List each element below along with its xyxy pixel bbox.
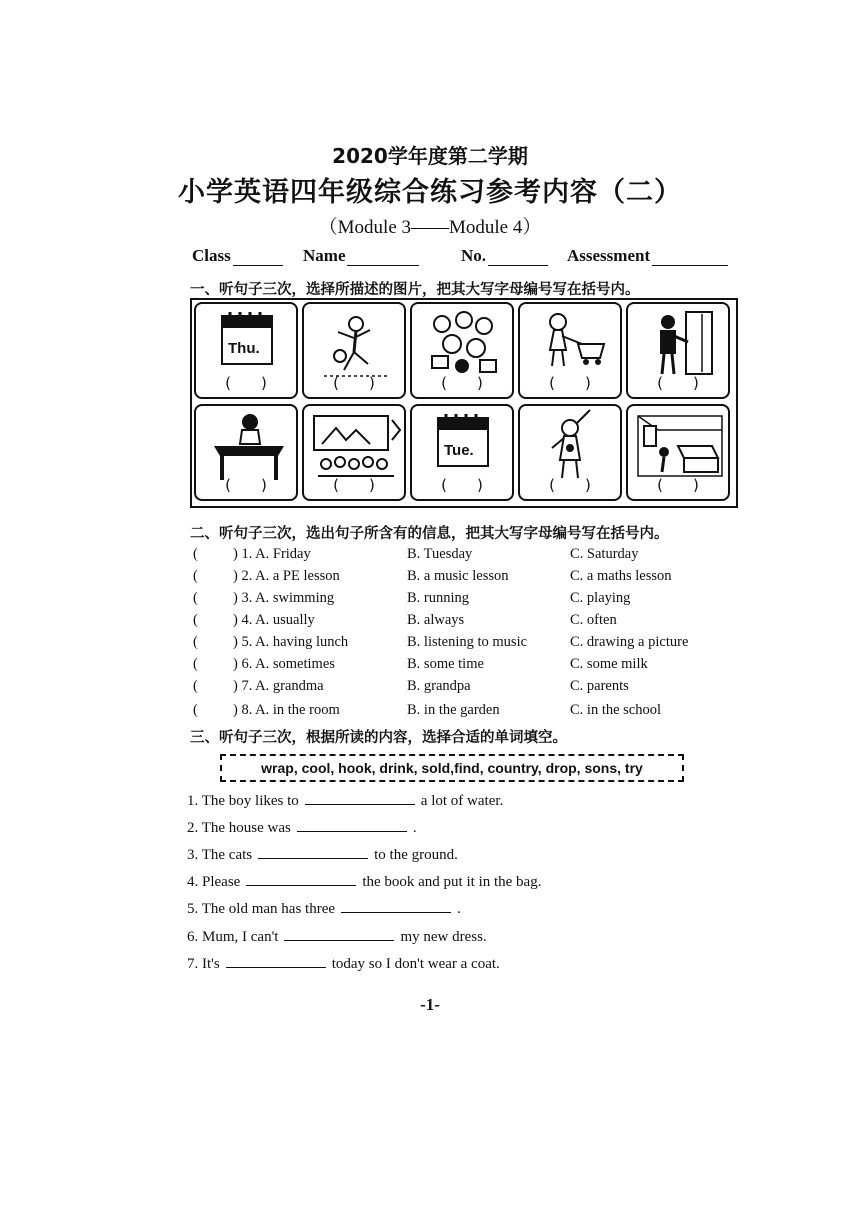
class-blank [233,251,283,266]
class-field [192,246,283,266]
list-item [193,612,753,634]
fill-sentence-3 [187,846,458,864]
option-b: B. a music lesson [407,568,509,584]
picture-boy-in-toy-pile [410,302,514,399]
sentence-start: 2. The house was [187,820,291,836]
option-b: B. running [407,590,470,606]
picture-grid [190,298,738,508]
answer-paren: ( ) [333,374,375,392]
option-c: C. often [570,612,617,628]
answer-paren: ( ) [441,374,483,392]
option-c: C. Saturday [570,546,639,562]
section3-instruction: 三、听句子三次，根据所读的内容，选择合适的单词填空。 [190,730,567,746]
picture-boy-playing-football [302,302,406,399]
answer-paren: ( [193,678,198,694]
calendar-label-tuesday: Tue. [444,442,474,459]
fill-sentence-7 [187,955,500,973]
option-b: B. listening to music [407,634,528,650]
sentence-start: 5. The old man has three [187,901,336,917]
answer-paren: ( [193,590,198,606]
option-a: ) 8. A. in the room [233,702,340,718]
option-c: C. a maths lesson [570,568,672,584]
answer-blank[interactable] [284,928,394,941]
answer-paren: ( [193,612,198,628]
modules-subtitle: （Module 3——Module 4） [318,217,542,238]
sentence-start: 3. The cats [187,847,253,863]
answer-blank[interactable] [246,873,356,886]
picture-girl-pushing-cart [518,302,622,399]
answer-blank[interactable] [258,846,368,859]
answer-blank[interactable] [305,792,415,805]
sentence-end: my new dress. [400,929,487,945]
calendar-label-thursday: Thu. [228,340,260,357]
picture-drawing-on-board [302,404,406,501]
answer-paren: ( [193,568,198,584]
list-item [193,546,753,568]
answer-paren: ( ) [549,476,591,494]
option-c: C. drawing a picture [570,634,689,650]
list-item [193,590,753,612]
assessment-blank [652,251,728,266]
picture-calendar-thursday [194,302,298,399]
picture-calendar-tuesday [410,404,514,501]
class-label: Class [192,246,231,265]
list-item [193,678,753,700]
worksheet-title: 小学英语四年级综合练习参考内容（二） [178,177,682,208]
option-b: B. grandpa [407,678,471,694]
name-label: Name [303,246,346,265]
answer-paren: ( ) [657,476,699,494]
sentence-end: to the ground. [374,847,458,863]
picture-room-with-box [626,404,730,501]
sentence-start: 1. The boy likes to [187,793,299,809]
option-c: C. playing [570,590,631,606]
assessment-label: Assessment [567,246,651,265]
fill-sentence-2 [187,819,417,837]
option-a: ) 7. A. grandma [233,678,324,694]
name-blank [347,251,419,266]
number-blank [488,251,548,266]
answer-paren: ( ) [225,374,267,392]
list-item [193,634,753,656]
option-a: ) 1. A. Friday [233,546,311,562]
list-item [193,568,753,590]
word-bank: wrap, cool, hook, drink, sold,find, country, drop, sons, try [220,754,684,782]
answer-paren: ( [193,656,198,672]
name-field [303,246,419,266]
picture-man-opening-door [626,302,730,399]
picture-girl-doing-exercise [518,404,622,501]
option-a: ) 2. A. a PE lesson [233,568,340,584]
option-a: ) 4. A. usually [233,612,315,628]
year-term-title: 2020学年度第二学期 [332,144,528,168]
sentence-start: 4. Please [187,874,241,890]
fill-sentence-4 [187,873,541,891]
option-b: B. in the garden [407,702,500,718]
number-label: No. [461,246,487,265]
section1-instruction: 一、听句子三次，选择所描述的图片，把其大写字母编号写在括号内。 [190,282,640,298]
sentence-end: the book and put it in the bag. [362,874,542,890]
answer-paren: ( [193,546,198,562]
option-b: B. Tuesday [407,546,473,562]
option-a: ) 5. A. having lunch [233,634,349,650]
answer-blank[interactable] [341,900,451,913]
fill-sentence-1 [187,792,503,810]
answer-paren: ( ) [657,374,699,392]
answer-blank[interactable] [297,819,407,832]
answer-paren: ( ) [333,476,375,494]
sentence-end: a lot of water. [420,793,504,809]
option-c: C. in the school [570,702,662,718]
option-a: ) 3. A. swimming [233,590,335,606]
list-item [193,656,753,678]
sentence-start: 7. It's [187,956,220,972]
picture-boy-at-desk [194,404,298,501]
sentence-end: today so I don't wear a coat. [331,956,500,972]
section2-instruction: 二、听句子三次，选出句子所含有的信息，把其大写字母编号写在括号内。 [190,526,669,542]
number-field [461,246,548,266]
assessment-field [567,246,728,266]
fill-sentence-6 [187,928,487,946]
answer-paren: ( [193,702,198,718]
answer-paren: ( [193,634,198,650]
answer-paren: ( ) [441,476,483,494]
sentence-end: . [457,901,461,917]
option-c: C. some milk [570,656,648,672]
option-b: B. always [407,612,465,628]
sentence-end: . [412,820,417,836]
fill-sentence-5 [187,900,461,918]
answer-paren: ( ) [225,476,267,494]
sentence-start: 6. Mum, I can't [187,929,279,945]
option-b: B. some time [407,656,484,672]
option-a: ) 6. A. sometimes [233,656,335,672]
page-number: -1- [420,995,440,1014]
list-item [193,702,753,724]
answer-paren: ( ) [549,374,591,392]
answer-blank[interactable] [226,955,326,968]
option-c: C. parents [570,678,629,694]
